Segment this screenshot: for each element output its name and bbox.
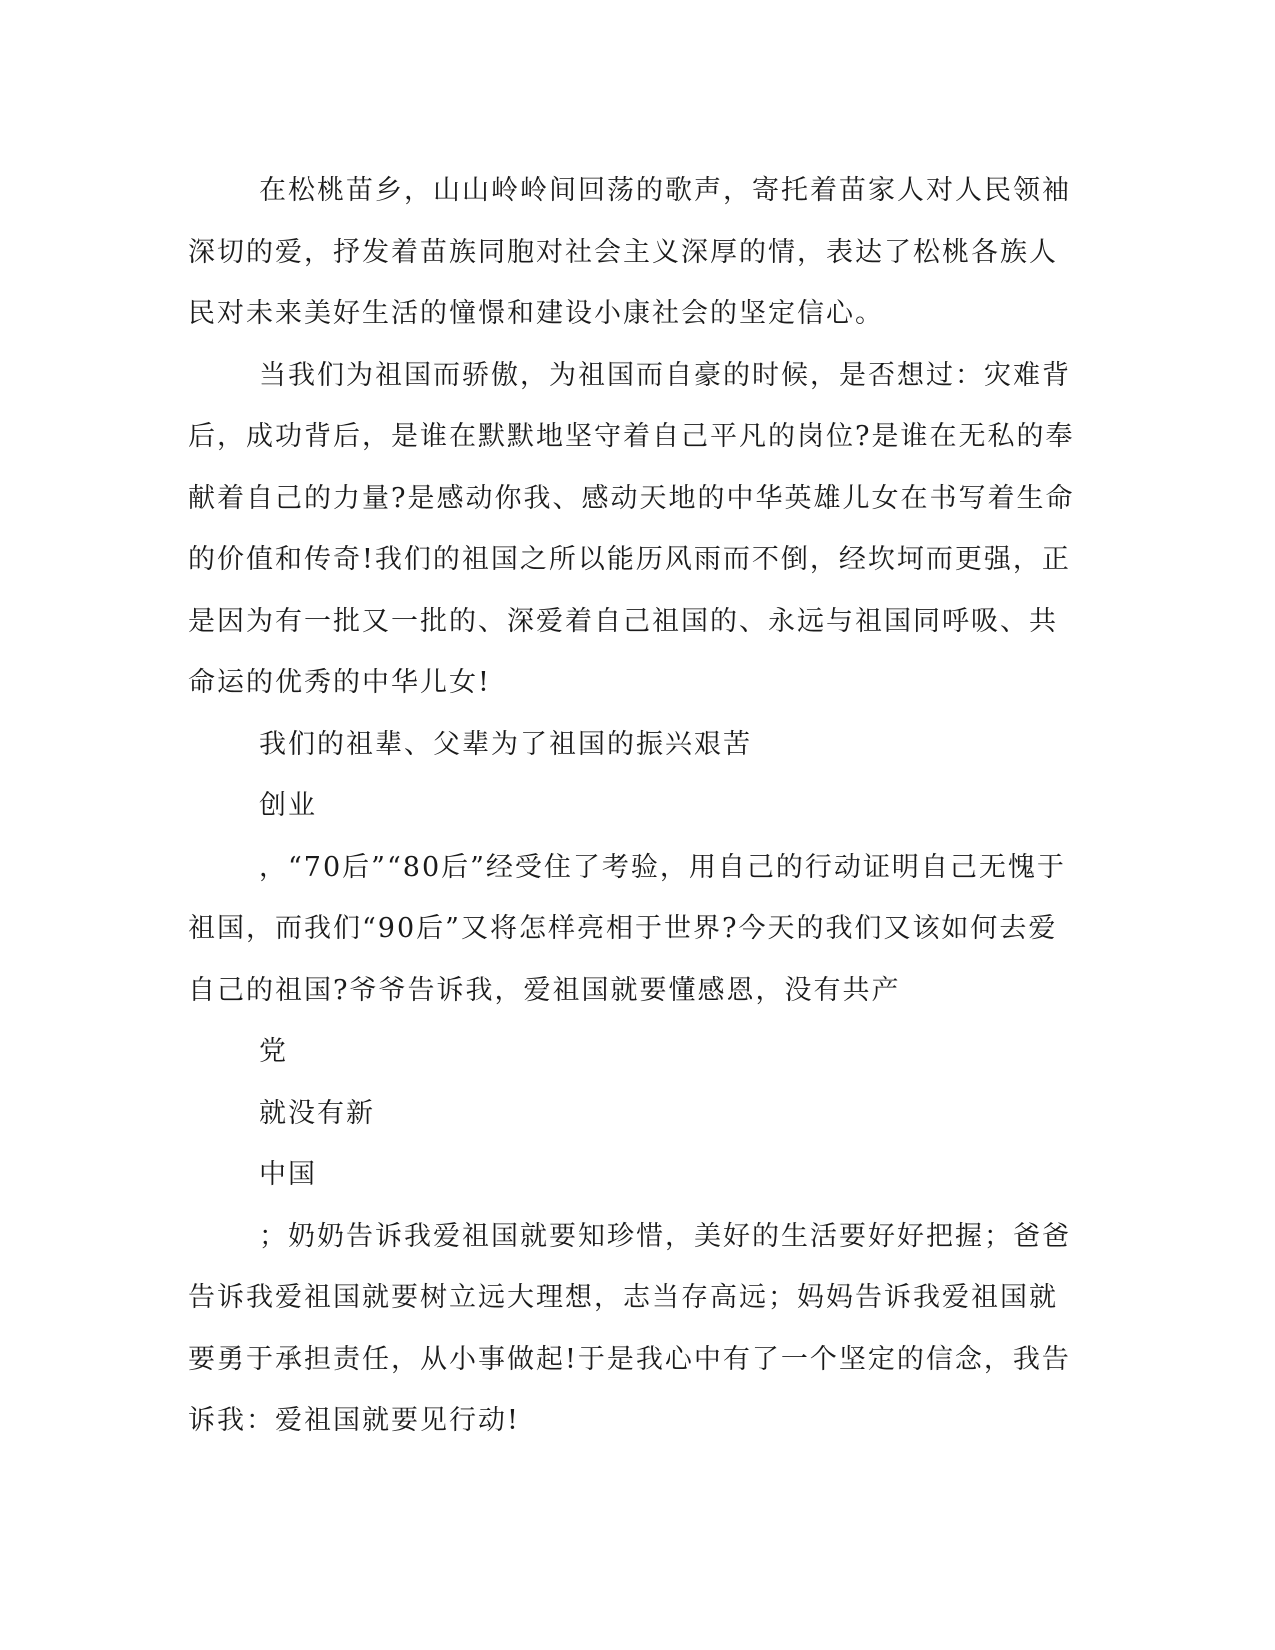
paragraph: 党: [259, 1036, 288, 1067]
paragraph: 创业: [259, 790, 317, 821]
paragraph: 中国: [259, 1159, 317, 1190]
paragraph: 我们的祖辈、父辈为了祖国的振兴艰苦: [259, 728, 752, 760]
paragraph: ；奶奶告诉我爱祖国就要知珍惜，美好的生活要好好把握；爸爸告诉我爱祖国就要树立远大理想，志当存高远；妈妈告诉我爱祖国就要勇于承担责任，从小事做起!于是我心中有了一个坚定的信念，我告诉我：爱祖国就要见行动!: [188, 1220, 1071, 1436]
paragraph: 就没有新: [259, 1097, 375, 1129]
paragraph: 当我们为祖国而骄傲，为祖国而自豪的时候，是否想过：灾难背后，成功背后，是谁在默默地坚守着自己平凡的岗位?是谁在无私的奉献着自己的力量?是感动你我、感动天地的中华英雄儿女在书写着生命的价值和传奇!我们的祖国之所以能历风雨而不倒，经坎坷而更强，正是因为有一批又一批的、深爱着自己祖国的、永远与祖国同呼吸、共命运的优秀的中华儿女!: [188, 359, 1075, 698]
paragraph: ，“70后”“80后”经受住了考验，用自己的行动证明自己无愧于祖国，而我们“90后”又将怎样亮相于世界?今天的我们又该如何去爱自己的祖国?爷爷告诉我，爱祖国就要懂感恩，没有共产: [188, 851, 1066, 1006]
paragraph: 在松桃苗乡，山山岭岭间回荡的歌声，寄托着苗家人对人民领袖深切的爱，抒发着苗族同胞对社会主义深厚的情，表达了松桃各族人民对未来美好生活的憧憬和建设小康社会的坚定信心。: [188, 175, 1071, 329]
body-text: [188, 160, 1078, 1452]
